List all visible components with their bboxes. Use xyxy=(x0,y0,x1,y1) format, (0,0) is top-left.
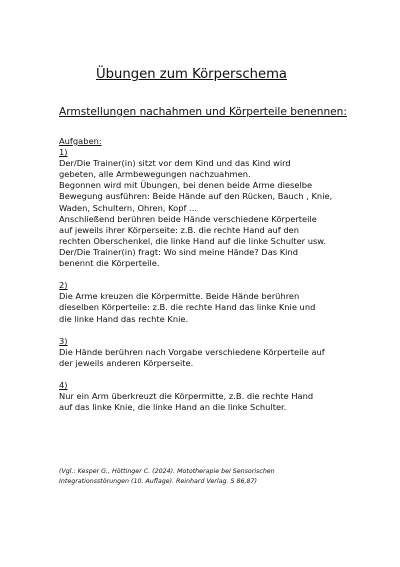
spacer xyxy=(59,269,384,280)
source-citation xyxy=(59,467,275,486)
exercise-1 xyxy=(59,147,384,269)
page-title: Übungen zum Körperschema xyxy=(96,67,287,82)
exercise-number: 2) xyxy=(59,280,68,291)
exercise-number: 1) xyxy=(59,147,68,158)
exercise-line: auf jeweils ihrer Körperseite: z.B. die rechte Hand auf den xyxy=(59,224,299,235)
exercise-line: Die Hände berühren nach Vorgabe verschiedene Körperteile auf xyxy=(59,346,325,357)
exercise-line: dieselben Körperteile: z.B. die rechte Hand das linke Knie und xyxy=(59,302,316,313)
exercise-line: der jeweils anderen Körperseite. xyxy=(59,357,194,368)
exercise-line: Begonnen wird mit Übungen, bei denen beide Arme dieselbe xyxy=(59,180,313,191)
exercise-number: 4) xyxy=(59,380,68,391)
citation-line: Integrationsstörungen (10. Auflage). Reinhard Verlag. S 86,87) xyxy=(59,477,257,485)
exercise-2 xyxy=(59,280,384,324)
exercise-line: Waden, Schultern, Ohren, Kopf ... xyxy=(59,202,197,213)
tasks-label: Aufgaben: xyxy=(59,136,102,146)
exercise-line: gebeten, alle Armbewegungen nachzuahmen. xyxy=(59,169,251,180)
exercise-4 xyxy=(59,380,384,413)
exercise-line: auf das linke Knie, die linke Hand an die linke Schulter. xyxy=(59,402,287,413)
exercise-line: Der/Die Trainer(in) fragt: Wo sind meine Hände? Das Kind xyxy=(59,246,299,257)
exercise-line: Nur ein Arm überkreuzt die Körpermitte, z.B. die rechte Hand xyxy=(59,391,314,402)
exercise-line: Der/Die Trainer(in) sitzt vor dem Kind und das Kind wird xyxy=(59,158,291,169)
exercise-line: Bewegung ausführen: Beide Hände auf den Rücken, Bauch , Knie, xyxy=(59,191,333,202)
exercise-3 xyxy=(59,336,384,369)
exercise-number: 3) xyxy=(59,335,68,346)
exercise-line: die linke Hand das rechte Knie. xyxy=(59,313,189,324)
spacer xyxy=(59,325,384,336)
exercise-line: Die Arme kreuzen die Körpermitte. Beide Hände berühren xyxy=(59,291,300,302)
exercise-body xyxy=(59,136,384,413)
spacer xyxy=(59,369,384,380)
citation-line: (Vgl.: Kesper G., Höttinger C. (2024). Mototherapie bei Sensorischen xyxy=(59,468,275,475)
exercise-line: rechten Oberschenkel, die linke Hand auf die linke Schulter usw. xyxy=(59,235,326,246)
section-subtitle: Armstellungen nachahmen und Körperteile benennen: xyxy=(59,106,347,118)
exercise-line: benennt die Körperteile. xyxy=(59,258,160,269)
exercise-line: Anschließend berühren beide Hände verschiedene Körperteile xyxy=(59,213,317,224)
